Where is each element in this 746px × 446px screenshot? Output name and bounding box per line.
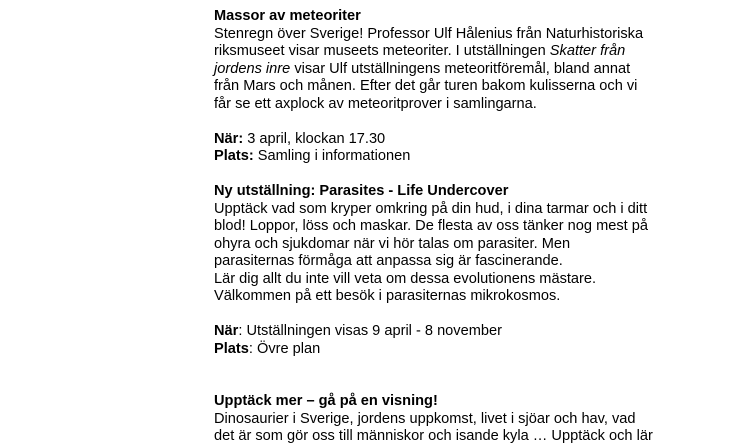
- where-value: Samling i informationen: [253, 148, 411, 164]
- when-label: När: [214, 323, 239, 339]
- body-line: det är som gör oss till människor och isande kyla … Upptäck och lär: [214, 428, 653, 444]
- body-line: Upptäck vad som kryper omkring på din hud, i dina tarmar och i ditt: [214, 200, 648, 217]
- body-line: Välkommen på ett besök i parasiternas mikrokosmos.: [214, 288, 561, 304]
- where-label: Plats: [214, 340, 249, 357]
- body-line: från Mars och månen. Efter det går turen bakom kulisserna och vi: [214, 78, 638, 94]
- when-value: : Utställningen visas 9 april - 8 november: [238, 323, 502, 339]
- body-line: ohyra och sjukdomar när vi hör talas om parasiter. Men: [214, 235, 571, 252]
- body-line: Dinosaurier i Sverige, jordens uppkomst, livet i sjöar och hav, vad: [214, 410, 636, 427]
- event-title: Ny utställning: Parasites - Life Undercover: [214, 183, 509, 199]
- event-title: Massor av meteoriter: [214, 8, 361, 24]
- event-meteorites: [214, 8, 684, 166]
- where-label: Plats:: [214, 148, 254, 164]
- event-guided-tours: [214, 393, 684, 446]
- body-line: Stenregn över Sverige! Professor Ulf Hålenius från Naturhistoriska: [214, 25, 644, 42]
- when-value: 3 april, klockan 17.30: [243, 130, 386, 147]
- body-line: får se ett axplock av meteoritprover i samlingarna.: [214, 95, 537, 112]
- body-line: riksmuseet visar museets meteoriter. I utställningen Skatter från: [214, 43, 626, 59]
- event-parasites: [214, 183, 684, 358]
- exhibition-name-italic: Skatter från: [549, 43, 626, 59]
- where-value: : Övre plan: [248, 340, 321, 357]
- event-when: [214, 131, 684, 149]
- body-line: jordens inre visar Ulf utställningens meteoritföremål, bland annat: [214, 60, 631, 77]
- exhibition-name-italic: jordens inre: [214, 60, 291, 77]
- body-line: Lär dig allt du inte vill veta om dessa evolutionens mästare.: [214, 270, 597, 287]
- document-body: [214, 8, 684, 446]
- event-where: [214, 341, 684, 359]
- when-label: När:: [214, 130, 244, 147]
- event-title: Upptäck mer – gå på en visning!: [214, 393, 438, 409]
- event-where: [214, 148, 684, 166]
- body-line: blod! Loppor, löss och maskar. De flesta av oss tänker nog mest på: [214, 218, 648, 234]
- event-when: [214, 323, 684, 341]
- body-line: parasiternas förmåga att anpassa sig är fascinerande.: [214, 253, 563, 269]
